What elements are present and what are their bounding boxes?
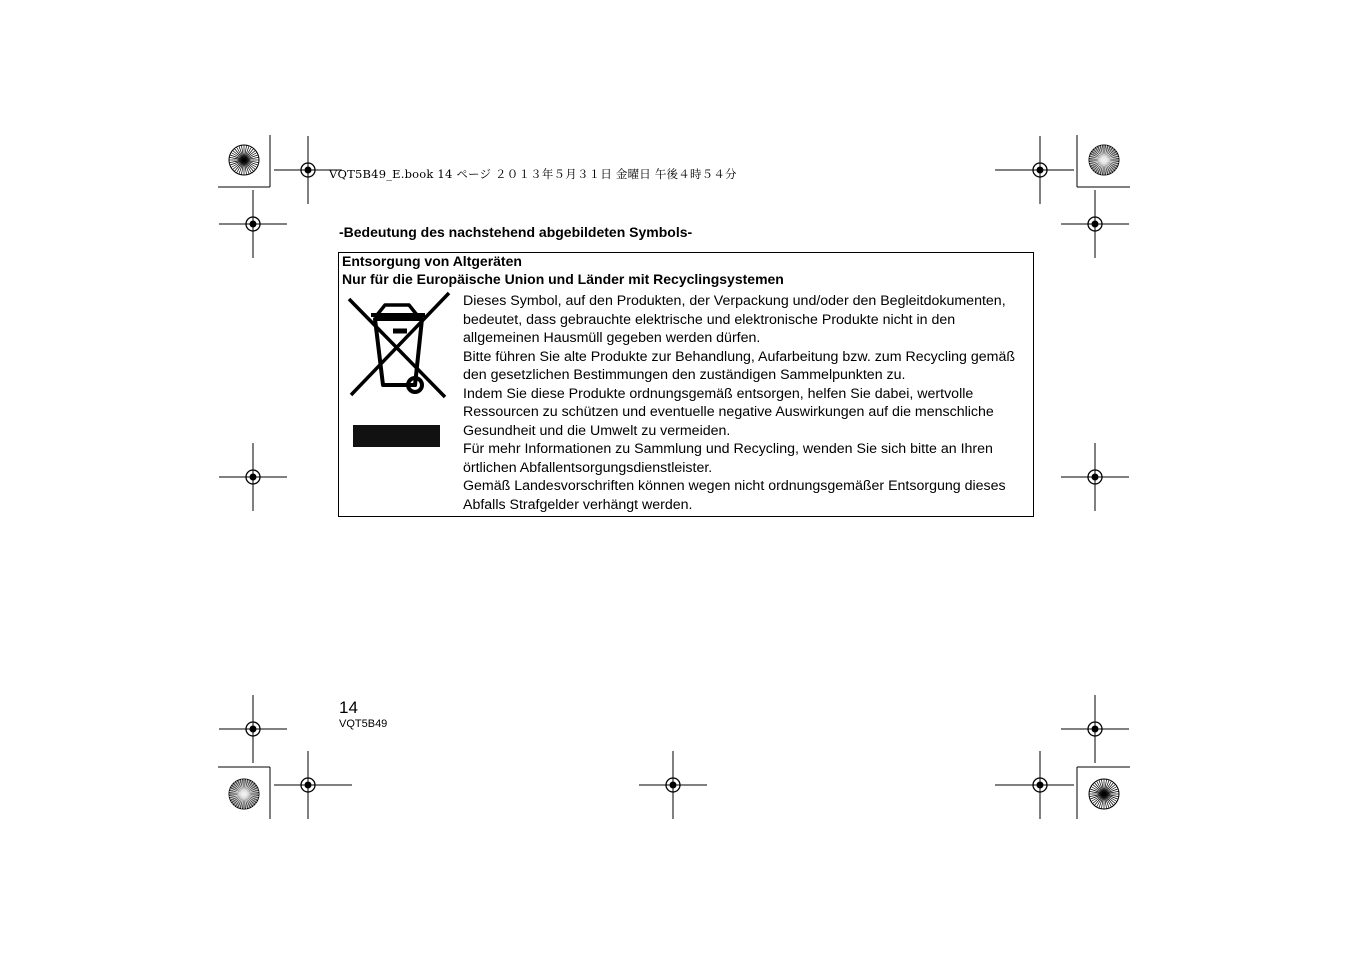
notice-heading: Entsorgung von Altgeräten [342,253,522,269]
registration-target-dot [1092,221,1099,228]
notice-paragraph: Indem Sie diese Produkte ordnungsgemäß entsorgen, helfen Sie dabei, wertvolle Ressourcen zu schützen und eventuelle negative Auswirkungen auf die menschliche Gesundheit und die Umwelt zu vermeiden. [463,385,994,439]
registration-target-dot [250,474,257,481]
print-header-line: VQT5B49_E.book 14 ページ ２０１３年５月３１日 金曜日 午後４時５４分 [329,167,737,181]
registration-target-dot [250,726,257,733]
registration-target-dot [1037,782,1044,789]
document-code: VQT5B49 [339,718,388,730]
notice-subheading: Nur für die Europäische Union und Länder mit Recyclingsystemen [342,271,784,287]
crossed-out-wheelie-bin-icon [345,291,453,407]
page-number: 14 [339,698,358,717]
registration-target-dot [1092,726,1099,733]
registration-target-dot [250,221,257,228]
section-title: -Bedeutung des nachstehend abgebildeten Symbols- [339,224,693,240]
registration-target-dot [1037,167,1044,174]
notice-paragraph: Bitte führen Sie alte Produkte zur Behandlung, Aufarbeitung bzw. zum Recycling gemäß den gesetzlichen Bestimmungen den zuständigen Sammelpunkten zu. [463,348,1016,383]
registration-target-dot [305,167,312,174]
solid-bar-symbol [353,425,440,447]
registration-target-dot [670,782,677,789]
notice-paragraph: Gemäß Landesvorschriften können wegen nicht ordnungsgemäßer Entsorgung dieses Abfalls Strafgelder verhängt werden. [463,478,1006,513]
registration-target-dot [305,782,312,789]
notice-paragraph: Dieses Symbol, auf den Produkten, der Verpackung und/oder den Begleitdokumenten, bedeutet, dass gebrauchte elektrische und elektronische Produkte nicht in den allgemeinen Hausmüll gegeben werden dürfen. [463,293,1006,346]
registration-target-dot [1092,474,1099,481]
notice-body [463,292,1031,514]
notice-paragraph: Für mehr Informationen zu Sammlung und Recycling, wenden Sie sich bitte an Ihren örtlichen Abfallentsorgungsdienstleister. [463,441,993,476]
disposal-notice-box [338,252,1034,517]
